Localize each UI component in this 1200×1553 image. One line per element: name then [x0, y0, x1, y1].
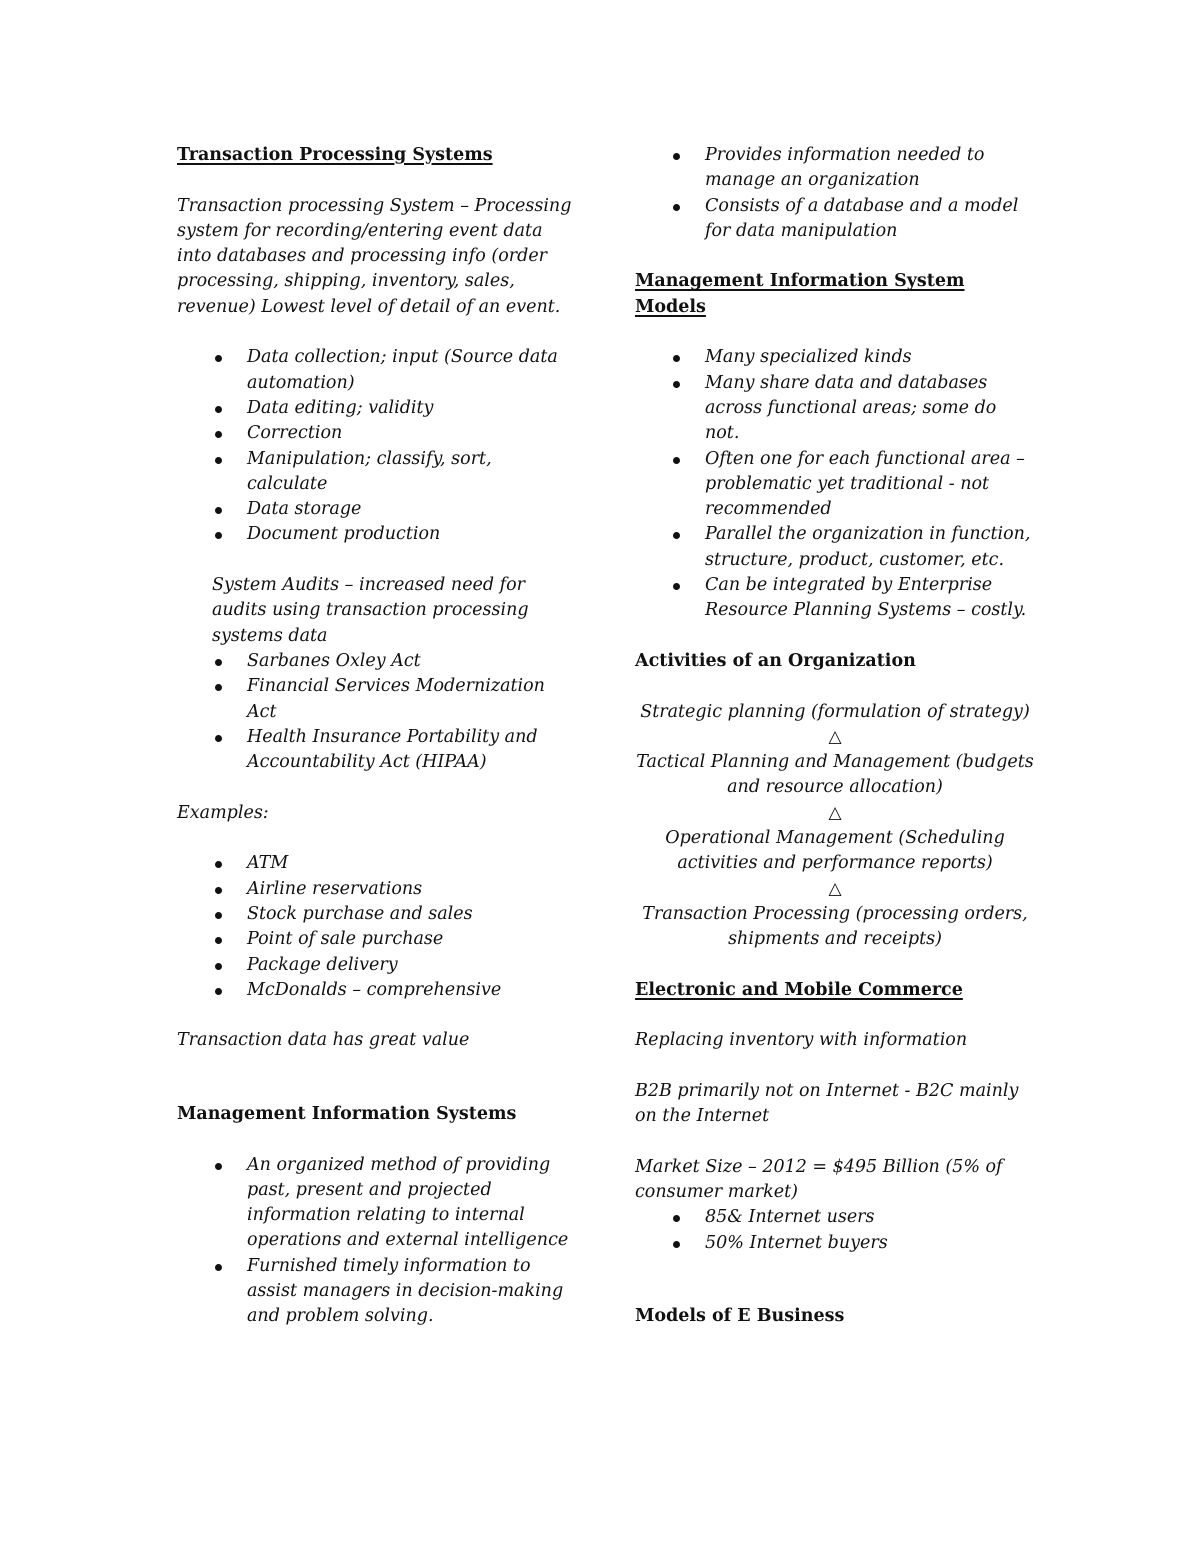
mis-continued-bullet-list	[635, 143, 1035, 244]
list-item: Package delivery	[177, 953, 577, 978]
triangle-icon: △	[828, 878, 842, 899]
list-item: Furnished timely information to assist managers in decision-making and problem solving.	[177, 1254, 577, 1330]
mis-heading: Management Information Systems	[177, 1103, 517, 1124]
list-item: Data editing; validity	[177, 396, 577, 421]
mis-models-heading-line1: Management Information System	[635, 271, 965, 292]
right-column	[635, 143, 1035, 1330]
list-item: Sarbanes Oxley Act	[177, 649, 577, 674]
left-column	[177, 143, 577, 1330]
list-item: Can be integrated by Enterprise Resource Planning Systems – costly.	[635, 573, 1035, 624]
transaction-data-value-text: Transaction data has great value	[177, 1030, 470, 1051]
audits-bullet-list	[177, 649, 577, 775]
activity-level-tactical: Tactical Planning and Management (budgets and resource allocation)	[636, 752, 1034, 798]
market-bullet-list	[635, 1205, 1035, 1256]
activity-level-operational: Operational Management (Scheduling activities and performance reports)	[665, 828, 1005, 874]
list-item: Point of sale purchase	[177, 927, 577, 952]
list-item: Consists of a database and a model for data manipulation	[635, 194, 1035, 245]
market-size-text: Market Size – 2012 = $495 Billion (5% of consumer market)	[635, 1156, 1003, 1203]
triangle-icon: △	[828, 726, 842, 747]
list-item: 50% Internet buyers	[635, 1231, 1035, 1256]
list-item: Often one for each functional area – problematic yet traditional - not recommended	[635, 447, 1035, 523]
list-item: Data collection; input (Source data automation)	[177, 345, 577, 396]
list-item: Manipulation; classify, sort, calculate	[177, 447, 577, 498]
list-item: Parallel the organization in function, structure, product, customer, etc.	[635, 522, 1035, 573]
list-item: Correction	[177, 421, 577, 446]
tps-heading: Transaction Processing Systems	[177, 145, 493, 165]
list-item: Provides information needed to manage an organization	[635, 143, 1035, 194]
list-item: ATM	[177, 851, 577, 876]
list-item: Health Insurance Portability and Accountability Act (HIPAA)	[177, 725, 577, 776]
list-item: Document production	[177, 522, 577, 547]
list-item: Data storage	[177, 497, 577, 522]
activity-level-transaction: Transaction Processing (processing orders, shipments and receipts)	[642, 903, 1028, 950]
activities-hierarchy	[635, 700, 1035, 953]
list-item: Airline reservations	[177, 877, 577, 902]
mis-bullet-list	[177, 1153, 577, 1330]
mis-models-heading-line2: Models	[635, 296, 706, 317]
ecommerce-heading: Electronic and Mobile Commerce	[635, 979, 963, 1000]
ecommerce-paragraph-1: Replacing inventory with information	[635, 1030, 968, 1051]
tps-definition: Transaction processing System – Processing system for recording/entering event data into databases and processing info (order processing, shipping, inventory, sales, revenue) Lowest level of detail of an event.	[177, 195, 572, 317]
mis-models-heading	[635, 269, 1035, 320]
list-item: Stock purchase and sales	[177, 902, 577, 927]
list-item: An organized method of providing past, present and projected information relating to internal operations and external intelligence	[177, 1153, 577, 1254]
list-item: 85& Internet users	[635, 1205, 1035, 1230]
list-item: Many specialized kinds	[635, 345, 1035, 370]
triangle-icon: △	[828, 802, 842, 823]
examples-bullet-list	[177, 851, 577, 1003]
activity-level-strategic: Strategic planning (formulation of strategy)	[640, 701, 1030, 722]
ecommerce-paragraph-2: B2B primarily not on Internet - B2C mainly on the Internet	[635, 1080, 1019, 1127]
system-audits-text: System Audits – increased need for audits using transaction processing systems data	[212, 575, 529, 646]
list-item: McDonalds – comprehensive	[177, 978, 577, 1003]
mis-models-bullet-list	[635, 345, 1035, 623]
tps-bullet-list	[177, 345, 577, 547]
examples-label: Examples:	[177, 802, 269, 823]
activities-heading: Activities of an Organization	[635, 650, 916, 671]
ebusiness-heading: Models of E Business	[635, 1306, 845, 1327]
list-item: Many share data and databases across functional areas; some do not.	[635, 371, 1035, 447]
list-item: Financial Services Modernization Act	[177, 674, 577, 725]
